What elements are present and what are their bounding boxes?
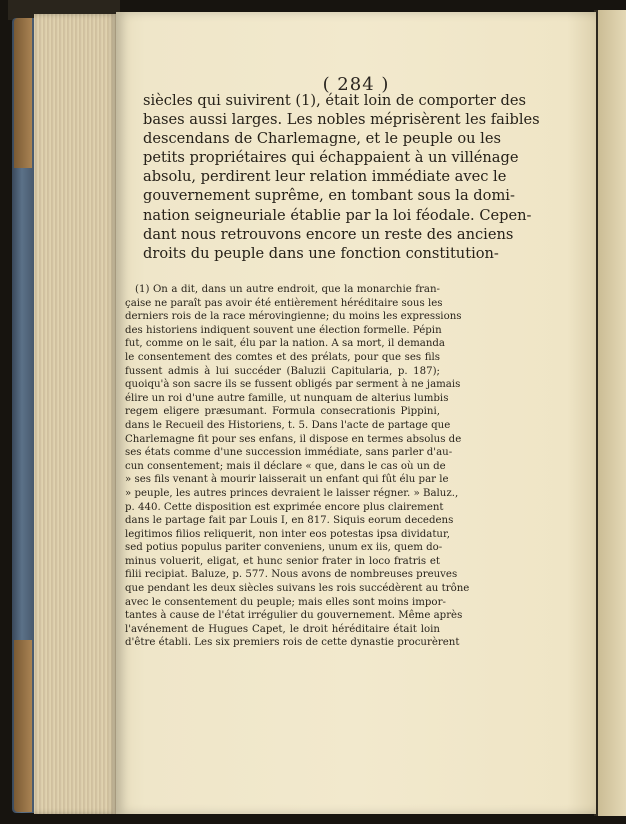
footnote-line: élire un roi d'une autre famille, ut nunquam de alterius lumbis xyxy=(125,392,449,404)
leather-corner-top xyxy=(14,18,32,168)
footnote-line: filii recipiat. Baluze, p. 577. Nous avons de nombreuses preuves xyxy=(125,569,458,581)
main-text-line: bases aussi larges. Les nobles méprisèrent les faibles xyxy=(143,111,540,129)
page-number: ( 284 ) xyxy=(322,74,390,95)
main-text-line: nation seigneuriale établie par la loi féodale. Cepen- xyxy=(143,206,532,224)
footnote-line: Charlemagne fit pour ses enfans, il dispose en termes absolus de xyxy=(125,433,462,445)
footnote-line: ses états comme d'une succession immédiate, sans parler d'au- xyxy=(125,447,453,459)
footnote-line: dans le Recueil des Historiens, t. 5. Dans l'acte de partage que xyxy=(125,419,451,431)
footnote-line: l'avénement de Hugues Capet, le droit héréditaire était loin xyxy=(125,623,440,635)
main-text-line: siècles qui suivirent (1), était loin de comporter des xyxy=(143,92,527,109)
main-text-block xyxy=(143,91,540,263)
footnote-line: tantes à cause de l'état irrégulier du gouvernement. Même après xyxy=(125,610,463,622)
footnote-line: minus voluerit, eligat, et hunc senior frater in loco fratris et xyxy=(125,555,440,567)
footnote-line: p. 440. Cette disposition est exprimée encore plus clairement xyxy=(125,501,444,513)
footnote-block xyxy=(125,283,470,650)
footnote-line: derniers rois de la race mérovingienne; du moins les expressions xyxy=(125,311,462,323)
footnote-line: sed potius populus pariter conveniens, unum ex iis, quem do- xyxy=(125,542,443,554)
footnote-line: çaise ne paraît pas avoir été entièrement héréditaire sous les xyxy=(125,297,443,309)
footnote-line: fussent admis à lui succéder (Baluzii Capitularia, p. 187); xyxy=(125,365,440,377)
footnote-line: des historiens indiquent souvent une élection formelle. Pépin xyxy=(125,324,442,336)
footnote-line: d'être établi. Les six premiers rois de cette dynastie procurèrent xyxy=(125,637,460,649)
footnote-line: fut, comme on le sait, élu par la nation. A sa mort, il demanda xyxy=(125,338,446,350)
main-text-line: gouvernement suprême, en tombant sous la domi- xyxy=(143,187,515,205)
page-edges xyxy=(34,14,116,814)
footnote-line: le consentement des comtes et des prélats, pour que ses fils xyxy=(125,351,440,363)
footnote-line: legitimos filios reliquerit, non inter eos potestas ipsa dividatur, xyxy=(125,528,450,540)
main-text-line: dant nous retrouvons encore un reste des anciens xyxy=(143,225,514,243)
main-text-line: droits du peuple dans une fonction constitution- xyxy=(143,244,499,262)
footnote-line: » ses fils venant à mourir laisserait un enfant qui fût élu par le xyxy=(125,474,449,486)
footnote-line: dans le partage fait par Louis I, en 817. Siquis eorum decedens xyxy=(125,515,454,527)
footnote-line: avec le consentement du peuple; mais elles sont moins impor- xyxy=(125,596,446,608)
footnote-line: cun consentement; mais il déclare « que, dans le cas où un de xyxy=(125,460,446,472)
leather-corner-bottom xyxy=(14,640,32,812)
facing-page-edge xyxy=(598,10,626,816)
main-text-line: petits propriétaires qui échappaient à un villénage xyxy=(143,149,519,167)
main-text-line: descendans de Charlemagne, et le peuple ou les xyxy=(143,130,501,148)
footnote-line: regem eligere præsumant. Formula consecrationis Pippini, xyxy=(125,406,440,418)
footnote-line: » peuple, les autres princes devraient le laisser régner. » Baluz., xyxy=(125,487,459,499)
footnote-line: (1) On a dit, dans un autre endroit, que la monarchie fran- xyxy=(135,284,440,295)
main-text-line: absolu, perdirent leur relation immédiate avec le xyxy=(143,168,507,186)
footnote-line: que pendant les deux siècles suivans les rois succédèrent au trône xyxy=(125,583,470,595)
footnote-line: quoiqu'à son sacre ils se fussent obligés par serment à ne jamais xyxy=(125,379,461,391)
